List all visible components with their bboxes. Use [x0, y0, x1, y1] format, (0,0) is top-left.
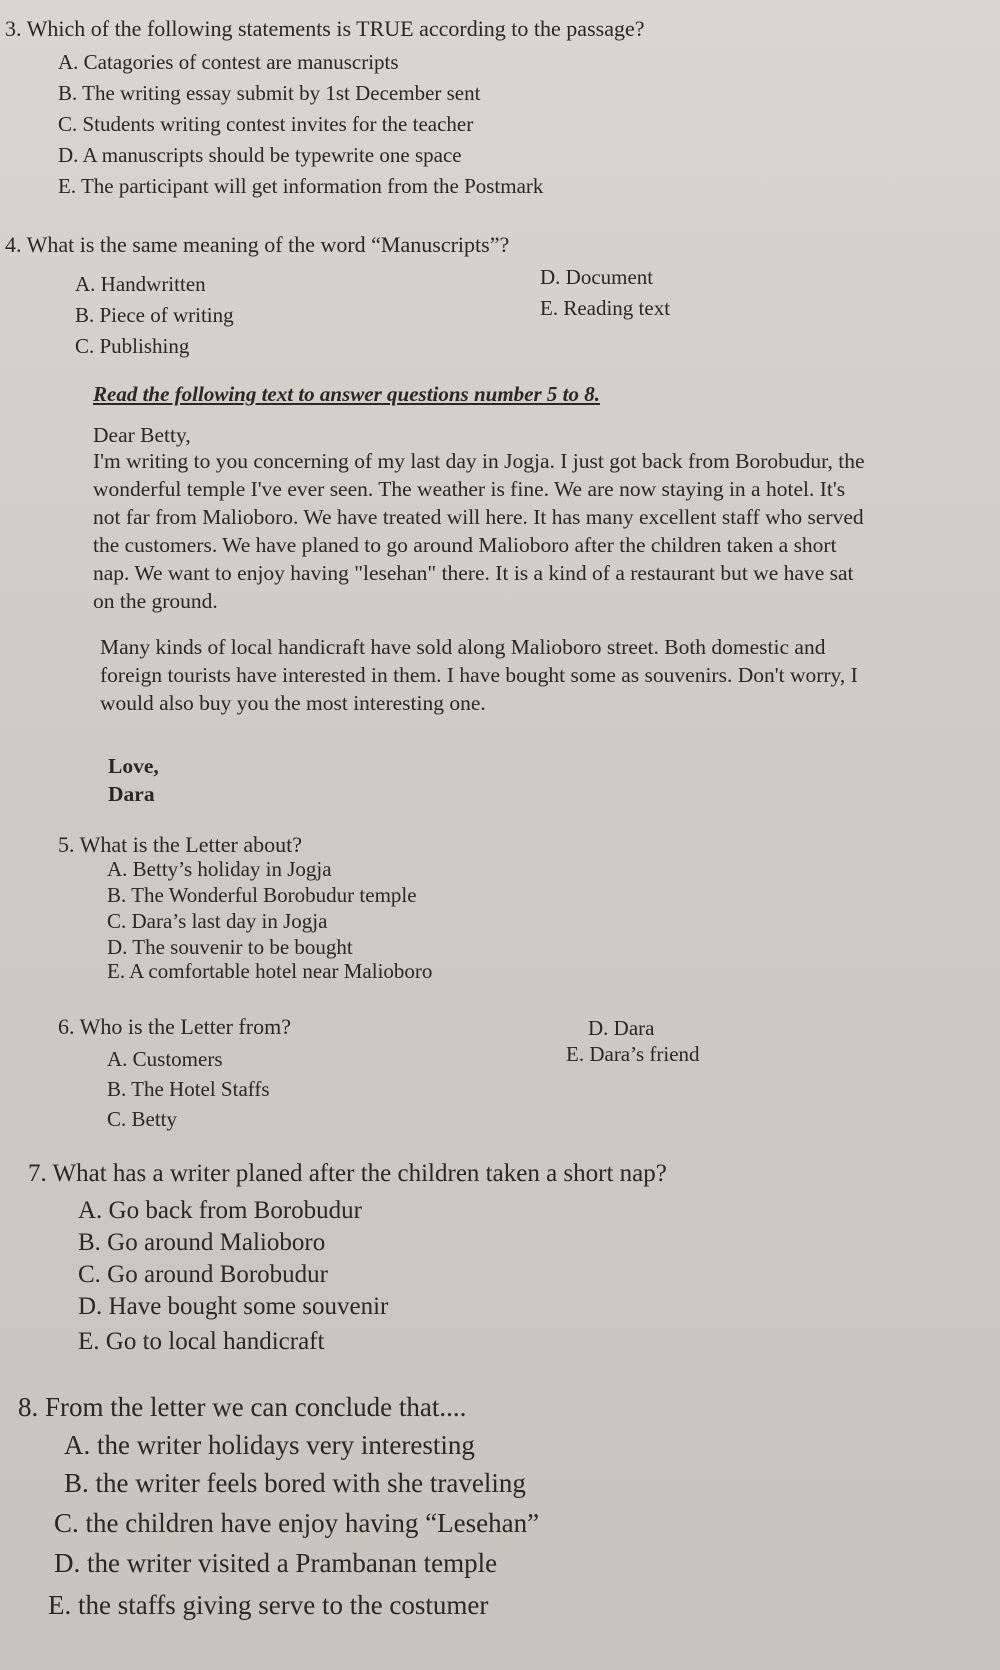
letter-greeting: Dear Betty,: [93, 423, 191, 447]
q4-option-e: E. Reading text: [540, 296, 671, 320]
q6-option-d: D. Dara: [588, 1016, 655, 1040]
reading-instruction: Read the following text to answer questions number 5 to 8.: [93, 382, 600, 406]
q5-question: 5. What is the Letter about?: [58, 832, 302, 857]
q8-option-c: C. the children have enjoy having “Lesehan”: [54, 1508, 540, 1538]
letter-signature: Dara: [108, 782, 155, 806]
letter-p1-line1: I'm writing to you concerning of my last day in Jogja. I just got back from Borobudur, the: [93, 449, 865, 473]
q7-option-b: B. Go around Malioboro: [78, 1229, 326, 1256]
q6-option-c: C. Betty: [107, 1107, 178, 1131]
q5-option-b: B. The Wonderful Borobudur temple: [107, 883, 417, 907]
q6-option-b: B. The Hotel Staffs: [107, 1077, 270, 1101]
letter-p1-line6: on the ground.: [93, 589, 218, 613]
q7-option-d: D. Have bought some souvenir: [78, 1293, 389, 1320]
q4-option-b: B. Piece of writing: [75, 303, 234, 327]
letter-p1-line4: the customers. We have planed to go around Malioboro after the children taken a short: [93, 533, 837, 557]
q6-question: 6. Who is the Letter from?: [58, 1014, 291, 1039]
q3-option-b: B. The writing essay submit by 1st December sent: [58, 81, 481, 105]
letter-p2-line3: would also buy you the most interesting one.: [100, 691, 486, 715]
q6-option-e: E. Dara’s friend: [566, 1042, 700, 1066]
q3-option-c: C. Students writing contest invites for the teacher: [58, 112, 474, 136]
letter-p1-line5: nap. We want to enjoy having "lesehan" there. It is a kind of a restaurant but we have sat: [93, 561, 854, 585]
q3-option-a: A. Catagories of contest are manuscripts: [58, 50, 399, 74]
q5-option-d: D. The souvenir to be bought: [107, 935, 353, 959]
q7-option-a: A. Go back from Borobudur: [78, 1197, 362, 1224]
q4-option-c: C. Publishing: [75, 334, 190, 358]
q3-option-d: D. A manuscripts should be typewrite one space: [58, 143, 462, 167]
q4-option-a: A. Handwritten: [75, 272, 206, 296]
q8-option-a: A. the writer holidays very interesting: [64, 1430, 475, 1460]
q7-option-c: C. Go around Borobudur: [78, 1261, 328, 1288]
letter-p1-line3: not far from Malioboro. We have treated will here. It has many excellent staff who served: [93, 505, 864, 529]
q5-option-e: E. A comfortable hotel near Malioboro: [107, 959, 433, 983]
q4-option-d: D. Document: [540, 265, 654, 289]
q5-option-a: A. Betty’s holiday in Jogja: [107, 857, 332, 881]
q8-question: 8. From the letter we can conclude that....: [18, 1392, 467, 1422]
q8-option-d: D. the writer visited a Prambanan temple: [54, 1548, 498, 1578]
q7-option-e: E. Go to local handicraft: [78, 1328, 325, 1355]
q5-option-c: C. Dara’s last day in Jogja: [107, 909, 328, 933]
q8-option-e: E. the staffs giving serve to the costumer: [48, 1590, 489, 1620]
letter-closing: Love,: [108, 754, 159, 778]
q8-option-b: B. the writer feels bored with she traveling: [64, 1468, 526, 1498]
letter-p1-line2: wonderful temple I've ever seen. The weather is fine. We are now staying in a hotel. It's: [93, 477, 846, 501]
q4-question: 4. What is the same meaning of the word “Manuscripts”?: [5, 232, 510, 257]
q7-question: 7. What has a writer planed after the children taken a short nap?: [28, 1160, 667, 1187]
letter-p2-line1: Many kinds of local handicraft have sold along Malioboro street. Both domestic and: [100, 635, 826, 659]
q3-option-e: E. The participant will get information from the Postmark: [58, 174, 544, 198]
letter-p2-line2: foreign tourists have interested in them. I have bought some as souvenirs. Don't worry, I: [100, 663, 858, 687]
q6-option-a: A. Customers: [107, 1047, 223, 1071]
q3-question: 3. Which of the following statements is TRUE according to the passage?: [5, 16, 645, 41]
